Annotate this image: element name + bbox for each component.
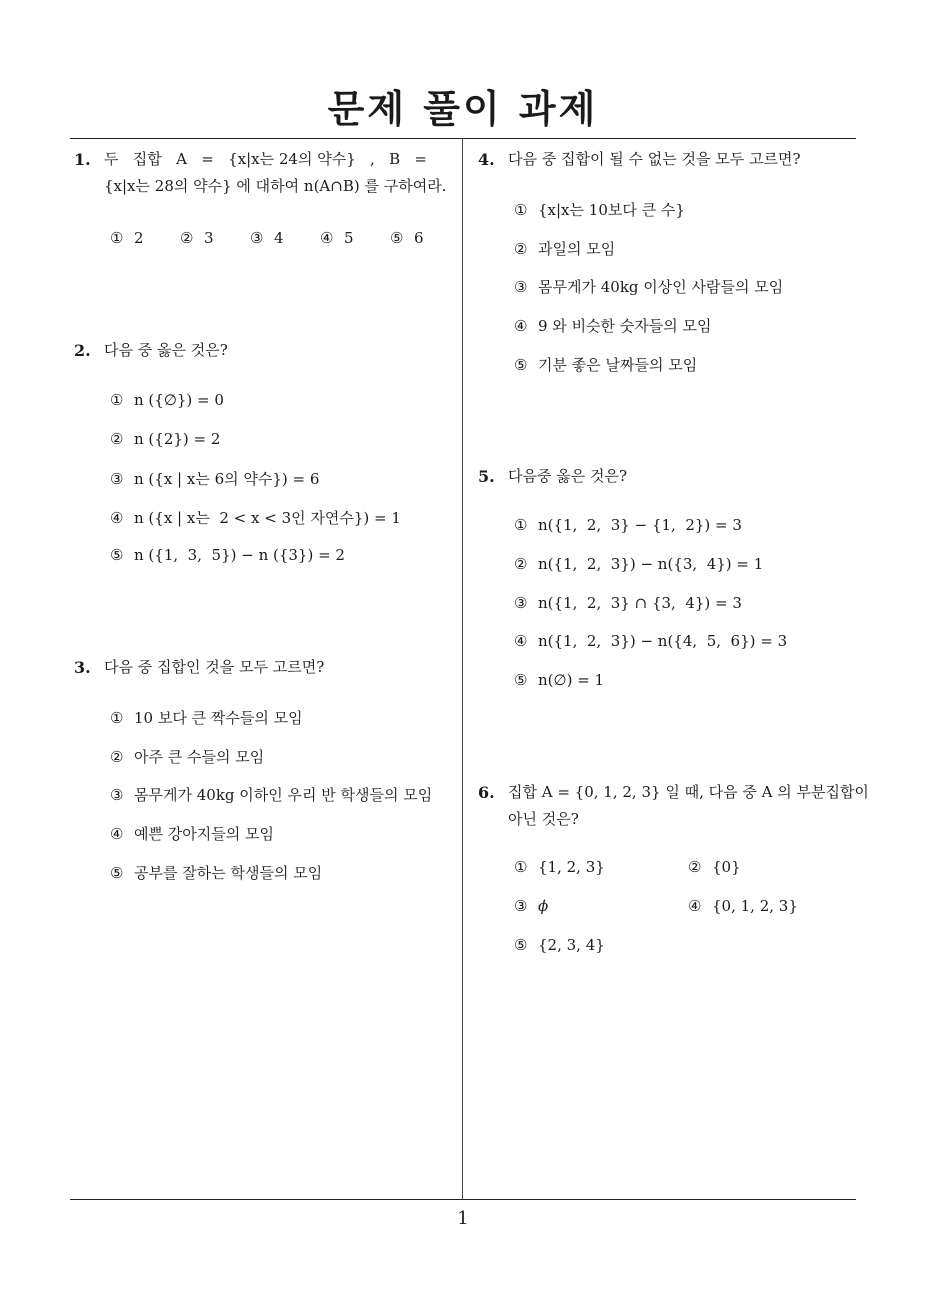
option-text: n({1, 2, 3} ∩ {3, 4}) = 3 xyxy=(538,594,742,612)
option-2[interactable] xyxy=(688,858,741,876)
option-4[interactable] xyxy=(514,632,787,650)
option-1[interactable] xyxy=(110,707,303,728)
question-text: 다음중 옳은 것은? xyxy=(508,467,628,485)
option-mark: ③ xyxy=(514,278,528,296)
option-mark: ⑤ xyxy=(514,671,528,689)
option-4[interactable] xyxy=(514,315,712,336)
option-text: 몸무게가 40kg 이상인 사람들의 모임 xyxy=(538,278,784,296)
question-number: 2. xyxy=(74,341,91,360)
question-text: 다음 중 옳은 것은? xyxy=(104,341,228,359)
option-text: 기분 좋은 날짜들의 모임 xyxy=(538,356,698,374)
option-text: 과일의 모임 xyxy=(538,240,616,258)
option-text: 2 xyxy=(134,229,144,247)
option-mark: ⑤ xyxy=(110,864,124,882)
option-mark: ⑤ xyxy=(514,356,528,374)
option-text: 4 xyxy=(274,229,284,247)
option-5[interactable] xyxy=(514,354,697,375)
option-5[interactable] xyxy=(110,546,345,564)
option-text: 예쁜 강아지들의 모임 xyxy=(134,825,274,843)
option-3[interactable] xyxy=(514,897,548,915)
option-text: n(∅) = 1 xyxy=(538,671,605,689)
option-text: {x|x는 10보다 큰 수} xyxy=(538,201,685,219)
top-rule xyxy=(70,138,856,139)
question-number: 4. xyxy=(478,150,495,169)
page-number: 1 xyxy=(457,1208,469,1229)
option-mark: ⑤ xyxy=(514,936,528,954)
option-mark: ② xyxy=(110,748,124,766)
option-4[interactable] xyxy=(110,823,274,844)
option-mark: ④ xyxy=(514,632,528,650)
option-mark: ① xyxy=(110,391,124,409)
option-mark: ④ xyxy=(110,825,124,843)
question-number: 3. xyxy=(74,658,91,677)
option-mark: ② xyxy=(688,858,702,876)
option-mark: ④ xyxy=(514,317,528,335)
option-5[interactable] xyxy=(110,862,322,883)
column-divider xyxy=(462,139,463,1200)
question-number: 5. xyxy=(478,467,495,486)
option-text: 9 와 비슷한 숫자들의 모임 xyxy=(538,317,712,335)
option-mark: ⑤ xyxy=(110,546,124,564)
option-2[interactable] xyxy=(110,746,264,767)
option-4[interactable] xyxy=(110,507,401,528)
question-text-line: 아닌 것은? xyxy=(508,810,579,828)
option-text: 공부를 잘하는 학생들의 모임 xyxy=(134,864,323,882)
option-3[interactable] xyxy=(250,229,284,247)
bottom-rule xyxy=(70,1199,856,1200)
option-2[interactable] xyxy=(514,555,763,573)
option-text: ϕ xyxy=(538,897,549,915)
option-text: 몸무게가 40kg 이하인 우리 반 학생들의 모임 xyxy=(134,786,433,804)
option-mark: ① xyxy=(514,516,528,534)
option-text: 10 보다 큰 짝수들의 모임 xyxy=(134,709,303,727)
option-2[interactable] xyxy=(514,238,615,259)
option-1[interactable] xyxy=(514,199,685,220)
option-text: n({1, 2, 3} − {1, 2}) = 3 xyxy=(538,516,742,534)
option-text: {1, 2, 3} xyxy=(538,858,605,876)
option-text: n ({x | x는 2 < x < 3인 자연수}) = 1 xyxy=(134,509,401,527)
option-3[interactable] xyxy=(514,276,783,297)
option-mark: ① xyxy=(110,229,124,247)
option-text: {0} xyxy=(712,858,741,876)
page-title: 문제 풀이 과제 xyxy=(327,87,599,131)
option-text: n ({x | x는 6의 약수}) = 6 xyxy=(134,470,320,488)
option-mark: ① xyxy=(514,201,528,219)
option-1[interactable] xyxy=(110,229,144,247)
option-mark: ③ xyxy=(110,470,124,488)
option-text: n({1, 2, 3}) − n({4, 5, 6}) = 3 xyxy=(538,632,788,650)
option-5[interactable] xyxy=(514,671,604,689)
option-mark: ④ xyxy=(320,229,334,247)
question-text-line: 두 집합 A = {x|x는 24의 약수} , B = xyxy=(104,150,428,168)
question-text xyxy=(508,779,869,833)
question-text: 다음 중 집합이 될 수 없는 것을 모두 고르면? xyxy=(508,150,801,168)
option-mark: ④ xyxy=(110,509,124,527)
option-text: {2, 3, 4} xyxy=(538,936,605,954)
option-4[interactable] xyxy=(688,897,798,915)
option-mark: ② xyxy=(180,229,194,247)
option-text: n ({1, 3, 5}) − n ({3}) = 2 xyxy=(134,546,345,564)
option-text: 아주 큰 수들의 모임 xyxy=(134,748,265,766)
option-text: 6 xyxy=(414,229,424,247)
option-mark: ⑤ xyxy=(390,229,404,247)
option-text: {0, 1, 2, 3} xyxy=(712,897,798,915)
option-mark: ② xyxy=(514,555,528,573)
option-mark: ② xyxy=(110,430,124,448)
option-mark: ④ xyxy=(688,897,702,915)
option-text: 3 xyxy=(204,229,214,247)
question-number: 1. xyxy=(74,150,91,169)
option-mark: ① xyxy=(110,709,124,727)
option-mark: ③ xyxy=(514,594,528,612)
option-mark: ③ xyxy=(250,229,264,247)
option-3[interactable] xyxy=(514,594,742,612)
option-2[interactable] xyxy=(180,229,214,247)
option-1[interactable] xyxy=(514,516,742,534)
question-text-line: 집합 A = {0, 1, 2, 3} 일 때, 다음 중 A 의 부분집합이 xyxy=(508,783,869,801)
question-number: 6. xyxy=(478,783,495,802)
option-1[interactable] xyxy=(110,391,224,409)
option-4[interactable] xyxy=(320,229,354,247)
option-mark: ③ xyxy=(110,786,124,804)
option-5[interactable] xyxy=(390,229,424,247)
option-mark: ③ xyxy=(514,897,528,915)
option-text: n ({2}) = 2 xyxy=(134,430,221,448)
question-text: 다음 중 집합인 것을 모두 고르면? xyxy=(104,658,325,676)
option-2[interactable] xyxy=(110,430,220,448)
question-text xyxy=(104,146,456,200)
option-1[interactable] xyxy=(514,858,605,876)
option-text: n ({∅}) = 0 xyxy=(134,391,224,409)
option-mark: ① xyxy=(514,858,528,876)
option-text: 5 xyxy=(344,229,354,247)
question-text-line: {x|x는 28의 약수} 에 대하여 n(A∩B) 를 구하여라. xyxy=(104,177,447,195)
option-3[interactable] xyxy=(110,784,432,805)
option-3[interactable] xyxy=(110,468,319,489)
option-5[interactable] xyxy=(514,936,605,954)
option-text: n({1, 2, 3}) − n({3, 4}) = 1 xyxy=(538,555,764,573)
option-mark: ② xyxy=(514,240,528,258)
